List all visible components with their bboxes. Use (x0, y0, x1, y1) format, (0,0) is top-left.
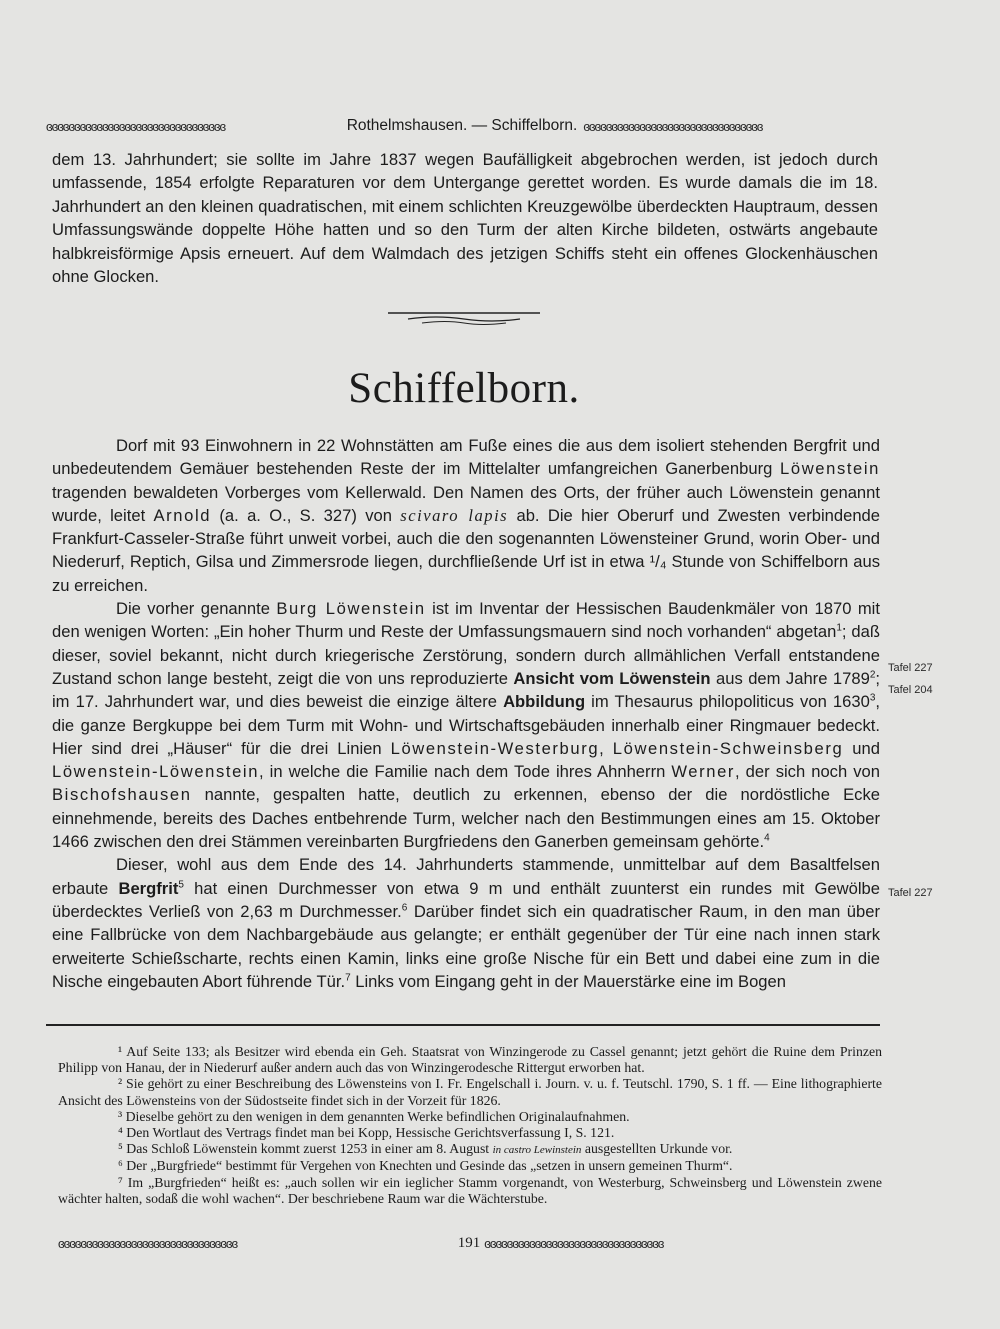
margin-note-tafel: Tafel 204 (888, 684, 933, 696)
spaced-name: Bischofshausen (52, 785, 192, 805)
text-run: ab. Die hier Oberurf und Zwesten verbindende Frankfurt-Casseler-Straße führt unweit vorbei, auch die den sogenannten Löwensteiner Grund, worin Ober- und Niederurf, Reptich, Gilsa und Zimmersrode liegen, durchfließende Urf ist in etwa ¹/₄ Stunde von Schiffelborn aus zu erreichen. (52, 505, 881, 595)
bold-term: Ansicht vom Löwenstein (513, 668, 711, 688)
bold-term: Abbildung (503, 692, 586, 712)
main-text (52, 434, 880, 993)
text-run: ist im Inventar der Hessischen Baudenkmäler von 1870 mit den wenigen Worten: „Ein hoher Thurm und Reste der Umfassungsmauern sind noch vorhanden“ abgetan (52, 599, 880, 642)
header-ornament-left: ɞɞɞɞɞɞɞɞɞɞɞɞɞɞɞɞɞɞɞɞɞɞɞɞɞɞɞɞɞɞɞɞ (46, 119, 226, 133)
paragraph-3 (52, 853, 880, 993)
footnote-ref: 7 (345, 972, 351, 984)
text-run: aus dem Jahre 1789 (710, 668, 870, 688)
margin-note-tafel: Tafel 227 (888, 662, 933, 674)
footnote-1: ¹ Auf Seite 133; als Besitzer wird ebenda ein Geh. Staatsrat von Winzingerode zu Cassel genannt; jetzt gehört die Ruine dem Prinzen Philipp von Hanau, der in Niederurf außer andern auch das von Winzingerodesche Rittergut erworben hat. (58, 1044, 882, 1076)
spaced-name: Werner (671, 762, 736, 782)
footnote-ref: 6 (401, 902, 408, 914)
text-run: ⁵ Das Schloß Löwenstein kommt zuerst 1253 in einer am 8. August (118, 1141, 493, 1157)
text-run: Darüber findet sich ein quadratischer Raum, in den man über eine Fallbrücke von dem Nachbargebäude aus gelangte; er enthält gegenüber der Tür eine nach innen stark erweiterte Schießscharte, rechts einen Kamin, links eine große Nische für ein Bett und dabei eine zum in die Nische eingebauten Abort führende Tür. (52, 901, 881, 991)
text-run: ; im 17. Jahrhundert war, und dies beweist die einzige ältere (52, 668, 880, 712)
footnote-2: ² Sie gehört zu einer Beschreibung des Löwensteins von I. Fr. Engelschall i. Journ. v. u. f. Teutschl. 1790, S. 1 ff. — Eine lithographierte Ansicht des Löwensteins von der Südostseite findet sich in der Vorzeit für 1826. (58, 1076, 882, 1108)
text-run: hat einen Durchmesser von etwa 9 m und enthält zuunterst ein rundes mit Gewölbe überdecktes Verließ von 2,63 m Durchmesser. (52, 878, 880, 921)
footnote-ref: 2 (869, 669, 876, 681)
footnote-6: ⁶ Der „Burgfriede“ bestimmt für Vergehen von Knechten und Gesinde das „setzen in unsern gemeinen Thurm“. (118, 1158, 733, 1174)
text-run: Links vom Eingang geht in der Mauerstärke eine im Bogen (350, 971, 786, 991)
footnote-ref: 5 (178, 879, 184, 891)
footnote-5 (58, 1141, 882, 1158)
text-run: und (843, 738, 880, 758)
text-run: , die ganze Bergkuppe bei dem Turm mit Wohn- und Wirtschaftsgebäuden innerhalb einer Ringmauer bedeckt. Hier sind drei „Häuser“ für die drei Linien (52, 692, 880, 758)
footer-ornament-left: ɞɞɞɞɞɞɞɞɞɞɞɞɞɞɞɞɞɞɞɞɞɞɞɞɞɞɞɞɞɞɞɞ (58, 1236, 238, 1250)
footnote-4: ⁴ Den Wortlaut des Vertrags findet man bei Kopp, Hessische Gerichtsverfassung I, S. 121. (118, 1125, 615, 1141)
text-run: im Thesaurus philopoliticus von 1630 (585, 692, 870, 712)
spaced-name: Löwenstein-Schweinsberg (612, 738, 844, 758)
section-title: Schiffelborn. (348, 365, 580, 412)
margin-note-tafel: Tafel 227 (888, 887, 933, 899)
header-title: Rothelmshausen. — Schiffelborn. (346, 117, 578, 134)
section-divider-ornament (388, 305, 540, 327)
text-run: Dorf mit 93 Einwohnern in 22 Wohnstätten am Fuße eines die aus dem isoliert stehenden Bergfrit und unbedeutendem Gemäuer bestehenden Reste der im Mittelalter umfangreichen Ganerbenburg (52, 436, 880, 479)
footnotes (58, 1044, 882, 1207)
spaced-name: Löwenstein (780, 459, 880, 479)
author-name: Arnold (153, 505, 212, 525)
footnote-7: ⁷ Im „Burgfrieden“ heißt es: „auch sollen wir ein ieglicher Stamm vorgenandt, von Westerburg, Schweinsberg und Löwenstein zwene wächter halten, sodaß die wohl wachen“. Der beschriebene Raum war die Wächterstube. (58, 1174, 882, 1206)
spaced-name: Löwenstein-Westerburg (390, 738, 600, 758)
text-run: tragenden bewaldeten Vorberges vom Kellerwald. Den Namen des Orts, der früher auch Löwenstein genannt wurde, leitet (52, 482, 880, 525)
text-run: nannte, gespalten hatte, deutlich zu erkennen, ebenso der die nordöstliche Ecke einnehmende, bereits des Daches entbehrende Turm, welcher nach den Bestimmungen eines am 15. Oktober 1466 zwischen den drei Stämmen vereinbarten Burgfriedens den Ganerben gemeinsam gehörte. (52, 785, 880, 852)
text-run: ; daß dieser, soviel bekannt, nicht durch kriegerische Zerstörung, sondern durch allmählichen Verfall entstandene Zustand schon lange besteht, zeigt die von uns reproduzierte (52, 622, 880, 688)
text-run: , in welche die Familie nach dem Tode ihres Ahnherrn (259, 762, 672, 782)
spaced-name: Burg Löwenstein (276, 599, 426, 619)
spaced-name: Löwenstein-Löwenstein (52, 762, 260, 782)
page-number: 191 (457, 1234, 481, 1251)
paragraph-2 (52, 597, 880, 853)
footnote-ref: 3 (869, 692, 876, 704)
footnote-ref: 1 (836, 622, 842, 634)
intro-paragraph: dem 13. Jahrhundert; sie sollte im Jahre 1837 wegen Baufälligkeit abgebrochen werden, ist jedoch durch umfassende, 1854 erfolgte Reparaturen vor dem Untergange gerettet worden. Es wurde damals die im 18. Jahrhundert an den kleinen quadratischen, mit einem schlichten Kreuzgewölbe überdeckten Hauptraum, dessen Umfassungswände doppelte Höhe hatten und so den Turm der alten Kirche bildeten, ostwärts angebaute halbkreisförmige Apsis erneuert. Auf dem Walmdach des jetzigen Schiffs steht ein offenes Glockenhäuschen ohne Glocken. (52, 150, 878, 287)
latin-term: scivaro lapis (400, 505, 509, 525)
paragraph-1 (52, 434, 880, 597)
text-run: (a. a. O., S. 327) von (211, 505, 401, 525)
running-header (46, 114, 878, 138)
text-run: Dieser, wohl aus dem Ende des 14. Jahrhunderts stammende, unmittelbar auf dem Basaltfelsen erbaute (52, 855, 880, 898)
text-run: , (599, 738, 613, 758)
footnote-3: ³ Dieselbe gehört zu den wenigen in dem genannten Werke befindlichen Originalaufnahmen. (118, 1108, 630, 1124)
page-footer (58, 1234, 880, 1252)
footnote-ref: 4 (764, 832, 770, 844)
footnote-rule (46, 1024, 880, 1026)
footer-ornament-right: ɞɞɞɞɞɞɞɞɞɞɞɞɞɞɞɞɞɞɞɞɞɞɞɞɞɞɞɞɞɞɞɞ (484, 1236, 664, 1250)
latin-term: in castro Lewinstein (492, 1144, 582, 1157)
text-run: Die vorher genannte (116, 599, 277, 619)
header-ornament-right: ɞɞɞɞɞɞɞɞɞɞɞɞɞɞɞɞɞɞɞɞɞɞɞɞɞɞɞɞɞɞɞɞ (583, 119, 763, 133)
bold-term: Bergfrit (118, 878, 179, 898)
text-run: , der sich noch von (735, 762, 880, 782)
text-run: ausgestellten Urkunde vor. (581, 1141, 733, 1157)
